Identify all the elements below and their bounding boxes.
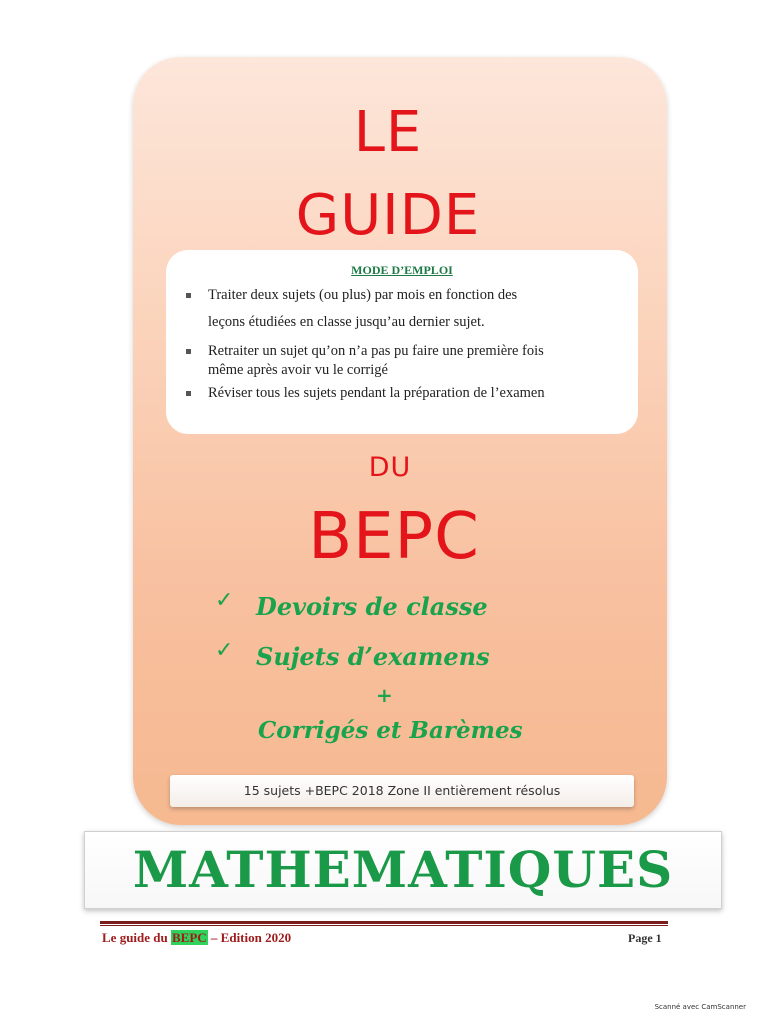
mode-item-3-line-1: Réviser tous les sujets pendant la préparation de l’examen (208, 385, 545, 401)
feature-sujets: Sujets d’examens (256, 642, 490, 671)
title-bepc: BEPC (308, 500, 480, 574)
bullet-icon (186, 349, 191, 354)
bullet-icon (186, 391, 191, 396)
mode-item-1-line-1: Traiter deux sujets (ou plus) par mois en fonction des (208, 287, 518, 303)
scanner-watermark: Scanné avec CamScanner (654, 1003, 746, 1011)
mode-item-1-line-2: leçons étudiées en classe jusqu’au dernier sujet. (208, 314, 485, 330)
title-du: DU (368, 452, 412, 483)
title-le: LE (353, 100, 423, 165)
cover-panel (133, 57, 667, 825)
feature-corriges: Corrigés et Barèmes (258, 717, 523, 744)
title-guide: GUIDE (295, 183, 481, 248)
feature-devoirs: Devoirs de classe (256, 592, 488, 621)
footer-suffix: – Edition 2020 (207, 930, 292, 945)
feature-plus: + (376, 683, 393, 707)
bullet-icon (186, 293, 191, 298)
check-icon: ✓ (215, 638, 234, 663)
footer-bepc-highlight: BEPC (172, 930, 207, 945)
footer-rule-thin (100, 925, 668, 926)
mode-item-2-line-2: même après avoir vu le corrigé (208, 362, 388, 378)
mode-emploi-box (166, 250, 638, 434)
subjects-summary-bar: 15 sujets +BEPC 2018 Zone II entièrement résolus (170, 775, 634, 807)
mode-emploi-title: MODE D’EMPLOI (351, 263, 453, 277)
subject-banner: MATHEMATIQUES (84, 831, 722, 909)
footer-rule (100, 921, 668, 924)
page-number: Page 1 (628, 931, 662, 945)
check-icon: ✓ (215, 588, 234, 613)
mode-item-2-line-1: Retraiter un sujet qu’on n’a pas pu faire une première fois (208, 343, 544, 359)
footer-prefix: Le guide du (102, 930, 171, 945)
footer-edition (102, 930, 291, 946)
